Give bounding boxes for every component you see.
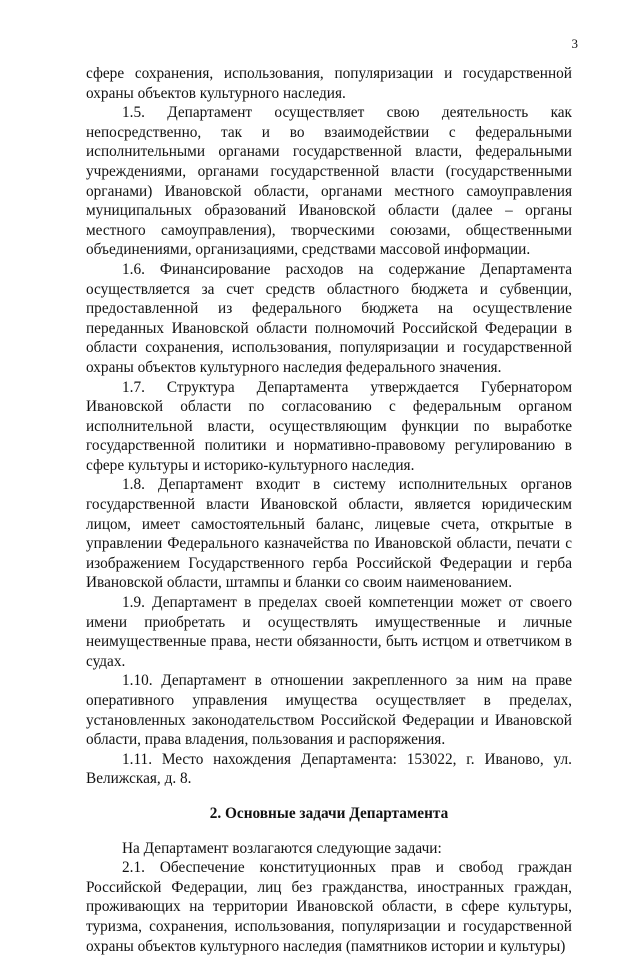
paragraph-continuation: сфере сохранения, использования, популяризации и государственной охраны объектов культурного наследия. bbox=[86, 65, 572, 102]
page-number: 3 bbox=[571, 36, 578, 51]
paragraph-1-11: 1.11. Место нахождения Департамента: 153022, г. Иваново, ул. Велижская, д. 8. bbox=[86, 750, 572, 788]
paragraph-1-10: 1.10. Департамент в отношении закрепленного за ним на праве оперативного управления имущества осуществляет в пределах, установленных законодательством Российской Федерации и Ивановской области, права владения, пользования и распоряжения. bbox=[86, 672, 572, 749]
document-body bbox=[86, 64, 572, 956]
paragraph-section2-intro: На Департамент возлагаются следующие задачи: bbox=[122, 839, 442, 857]
paragraph-2-1: 2.1. Обеспечение конституционных прав и свобод граждан Российской Федерации, лиц без гражданства, иностранных граждан, проживающих на территории Ивановской области, в сфере культуры, туризма, сохранения, использования, популяризации и государственной охраны объектов культурного наследия (памятников истории и культуры) bbox=[86, 859, 572, 955]
paragraph-1-5: 1.5. Департамент осуществляет свою деятельность как непосредственно, так и во взаимодействии с федеральными исполнительными органами государственной власти, федеральными учреждениями, органами государственной власти (государственными органами) Ивановской области, органами местного самоуправления муниципальных образований Ивановской области (далее – органы местного самоуправления), творческими союзами, общественными объединениями, организациями, средствами массовой информации. bbox=[86, 104, 572, 259]
paragraph-1-6: 1.6. Финансирование расходов на содержание Департамента осуществляется за счет средств областного бюджета и субвенции, предоставленной из федерального бюджета на осуществление переданных Ивановской области полномочий Российской Федерации в области сохранения, использования, популяризации и государственной охраны объектов культурного наследия федерального значения. bbox=[86, 260, 572, 376]
paragraph-1-9: 1.9. Департамент в пределах своей компетенции может от своего имени приобретать и осуществлять имущественные и личные неимущественные права, нести обязанности, быть истцом и ответчиком в судах. bbox=[86, 594, 572, 670]
paragraph-1-8: 1.8. Департамент входит в систему исполнительных органов государственной власти Ивановской области, является юридическим лицом, имеет самостоятельный баланс, лицевые счета, открытые в управлении Федерального казначейства по Ивановской области, печати с изображением Государственного герба Российской Федерации и герба Ивановской области, штампы и бланки со своим наименованием. bbox=[86, 476, 572, 592]
section-heading: 2. Основные задачи Департамента bbox=[209, 804, 449, 822]
paragraph-1-7: 1.7. Структура Департамента утверждается Губернатором Ивановской области по согласованию с федеральным органом исполнительной власти, осуществляющим функции по выработке государственной политики и нормативно-правовому регулированию в сфере культуры и историко-культурного наследия. bbox=[86, 378, 572, 474]
